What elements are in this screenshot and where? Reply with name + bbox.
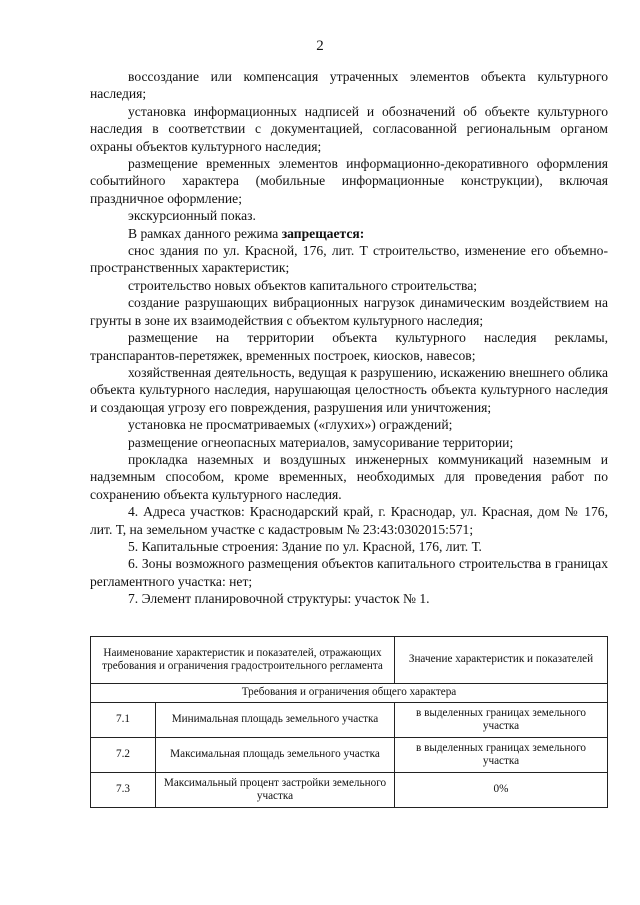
numbered-item: 4. Адреса участков: Краснодарский край, г. Краснодар, ул. Красная, дом № 176, лит. Т, на земельном участке с кадастровым № 23:43:0302015:571; bbox=[90, 504, 608, 537]
prohibited-item: строительство новых объектов капитального строительства; bbox=[128, 277, 478, 293]
row-value: 0% bbox=[395, 773, 608, 808]
prohibited-intro-text: В рамках данного режима bbox=[128, 225, 282, 241]
prohibited-item: установка не просматриваемых («глухих») ограждений; bbox=[128, 417, 453, 433]
row-value: в выделенных границах земельного участка bbox=[395, 738, 608, 773]
row-name: Минимальная площадь земельного участка bbox=[156, 703, 395, 738]
row-value: в выделенных границах земельного участка bbox=[395, 703, 608, 738]
prohibited-item: снос здания по ул. Красной, 176, лит. Т строительство, изменение его объемно-пространственных характеристик; bbox=[90, 243, 608, 276]
numbered-item: 7. Элемент планировочной структуры: участок № 1. bbox=[128, 591, 430, 607]
prohibited-item: размещение на территории объекта культурного наследия рекламы, транспарантов-перетяжек, временных построек, киосков, навесов; bbox=[90, 330, 608, 363]
row-number: 7.2 bbox=[91, 738, 156, 773]
prohibited-intro bbox=[90, 225, 608, 242]
prohibited-item: создание разрушающих вибрационных нагрузок динамическим воздействием на грунты в зоне их взаимодействия с объектом культурного наследия; bbox=[90, 295, 608, 328]
requirements-table-container bbox=[90, 636, 608, 808]
requirements-table bbox=[90, 636, 608, 808]
row-number: 7.1 bbox=[91, 703, 156, 738]
numbered-item: 5. Капитальные строения: Здание по ул. Красной, 176, лит. Т. bbox=[128, 538, 482, 554]
paragraph: установка информационных надписей и обозначений об объекте культурного наследия в соответствии с документацией, согласованной региональным органом охраны объектов культурного наследия; bbox=[90, 103, 608, 154]
table-row bbox=[91, 703, 608, 738]
numbered-item: 6. Зоны возможного размещения объектов капитального строительства в границах регламентного участка: нет; bbox=[90, 556, 608, 589]
table-header-row bbox=[91, 637, 608, 684]
row-name: Максимальный процент застройки земельного участка bbox=[156, 773, 395, 808]
prohibited-item: хозяйственная деятельность, ведущая к разрушению, искажению внешнего облика объекта культурного наследия, нарушающая целостность объекта культурного наследия и создающая угрозу его повреждения, разрушения или уничтожения; bbox=[90, 364, 608, 415]
prohibited-intro-bold: запрещается: bbox=[281, 225, 365, 241]
table-group-title: Требования и ограничения общего характера bbox=[91, 684, 608, 703]
prohibited-item: прокладка наземных и воздушных инженерных коммуникаций наземным и надземным способом, кроме временных, необходимых для проведения работ по сохранению объекта культурного наследия. bbox=[90, 451, 608, 502]
row-number: 7.3 bbox=[91, 773, 156, 808]
table-row bbox=[91, 738, 608, 773]
table-header-value: Значение характеристик и показателей bbox=[395, 637, 608, 684]
page-number: 2 bbox=[316, 38, 324, 54]
document-body bbox=[90, 68, 608, 608]
prohibited-item: размещение огнеопасных материалов, замусоривание территории; bbox=[128, 434, 514, 450]
paragraph: экскурсионный показ. bbox=[128, 208, 256, 224]
paragraph: воссоздание или компенсация утраченных элементов объекта культурного наследия; bbox=[90, 69, 608, 102]
table-header-name: Наименование характеристик и показателей, отражающих требования и ограничения градостроительного регламента bbox=[91, 637, 395, 684]
table-group-row bbox=[91, 684, 608, 703]
paragraph: размещение временных элементов информационно-декоративного оформления событийного характера (мобильные информационные конструкции), включая праздничное оформление; bbox=[90, 156, 608, 206]
table-row bbox=[91, 773, 608, 808]
row-name: Максимальная площадь земельного участка bbox=[156, 738, 395, 773]
